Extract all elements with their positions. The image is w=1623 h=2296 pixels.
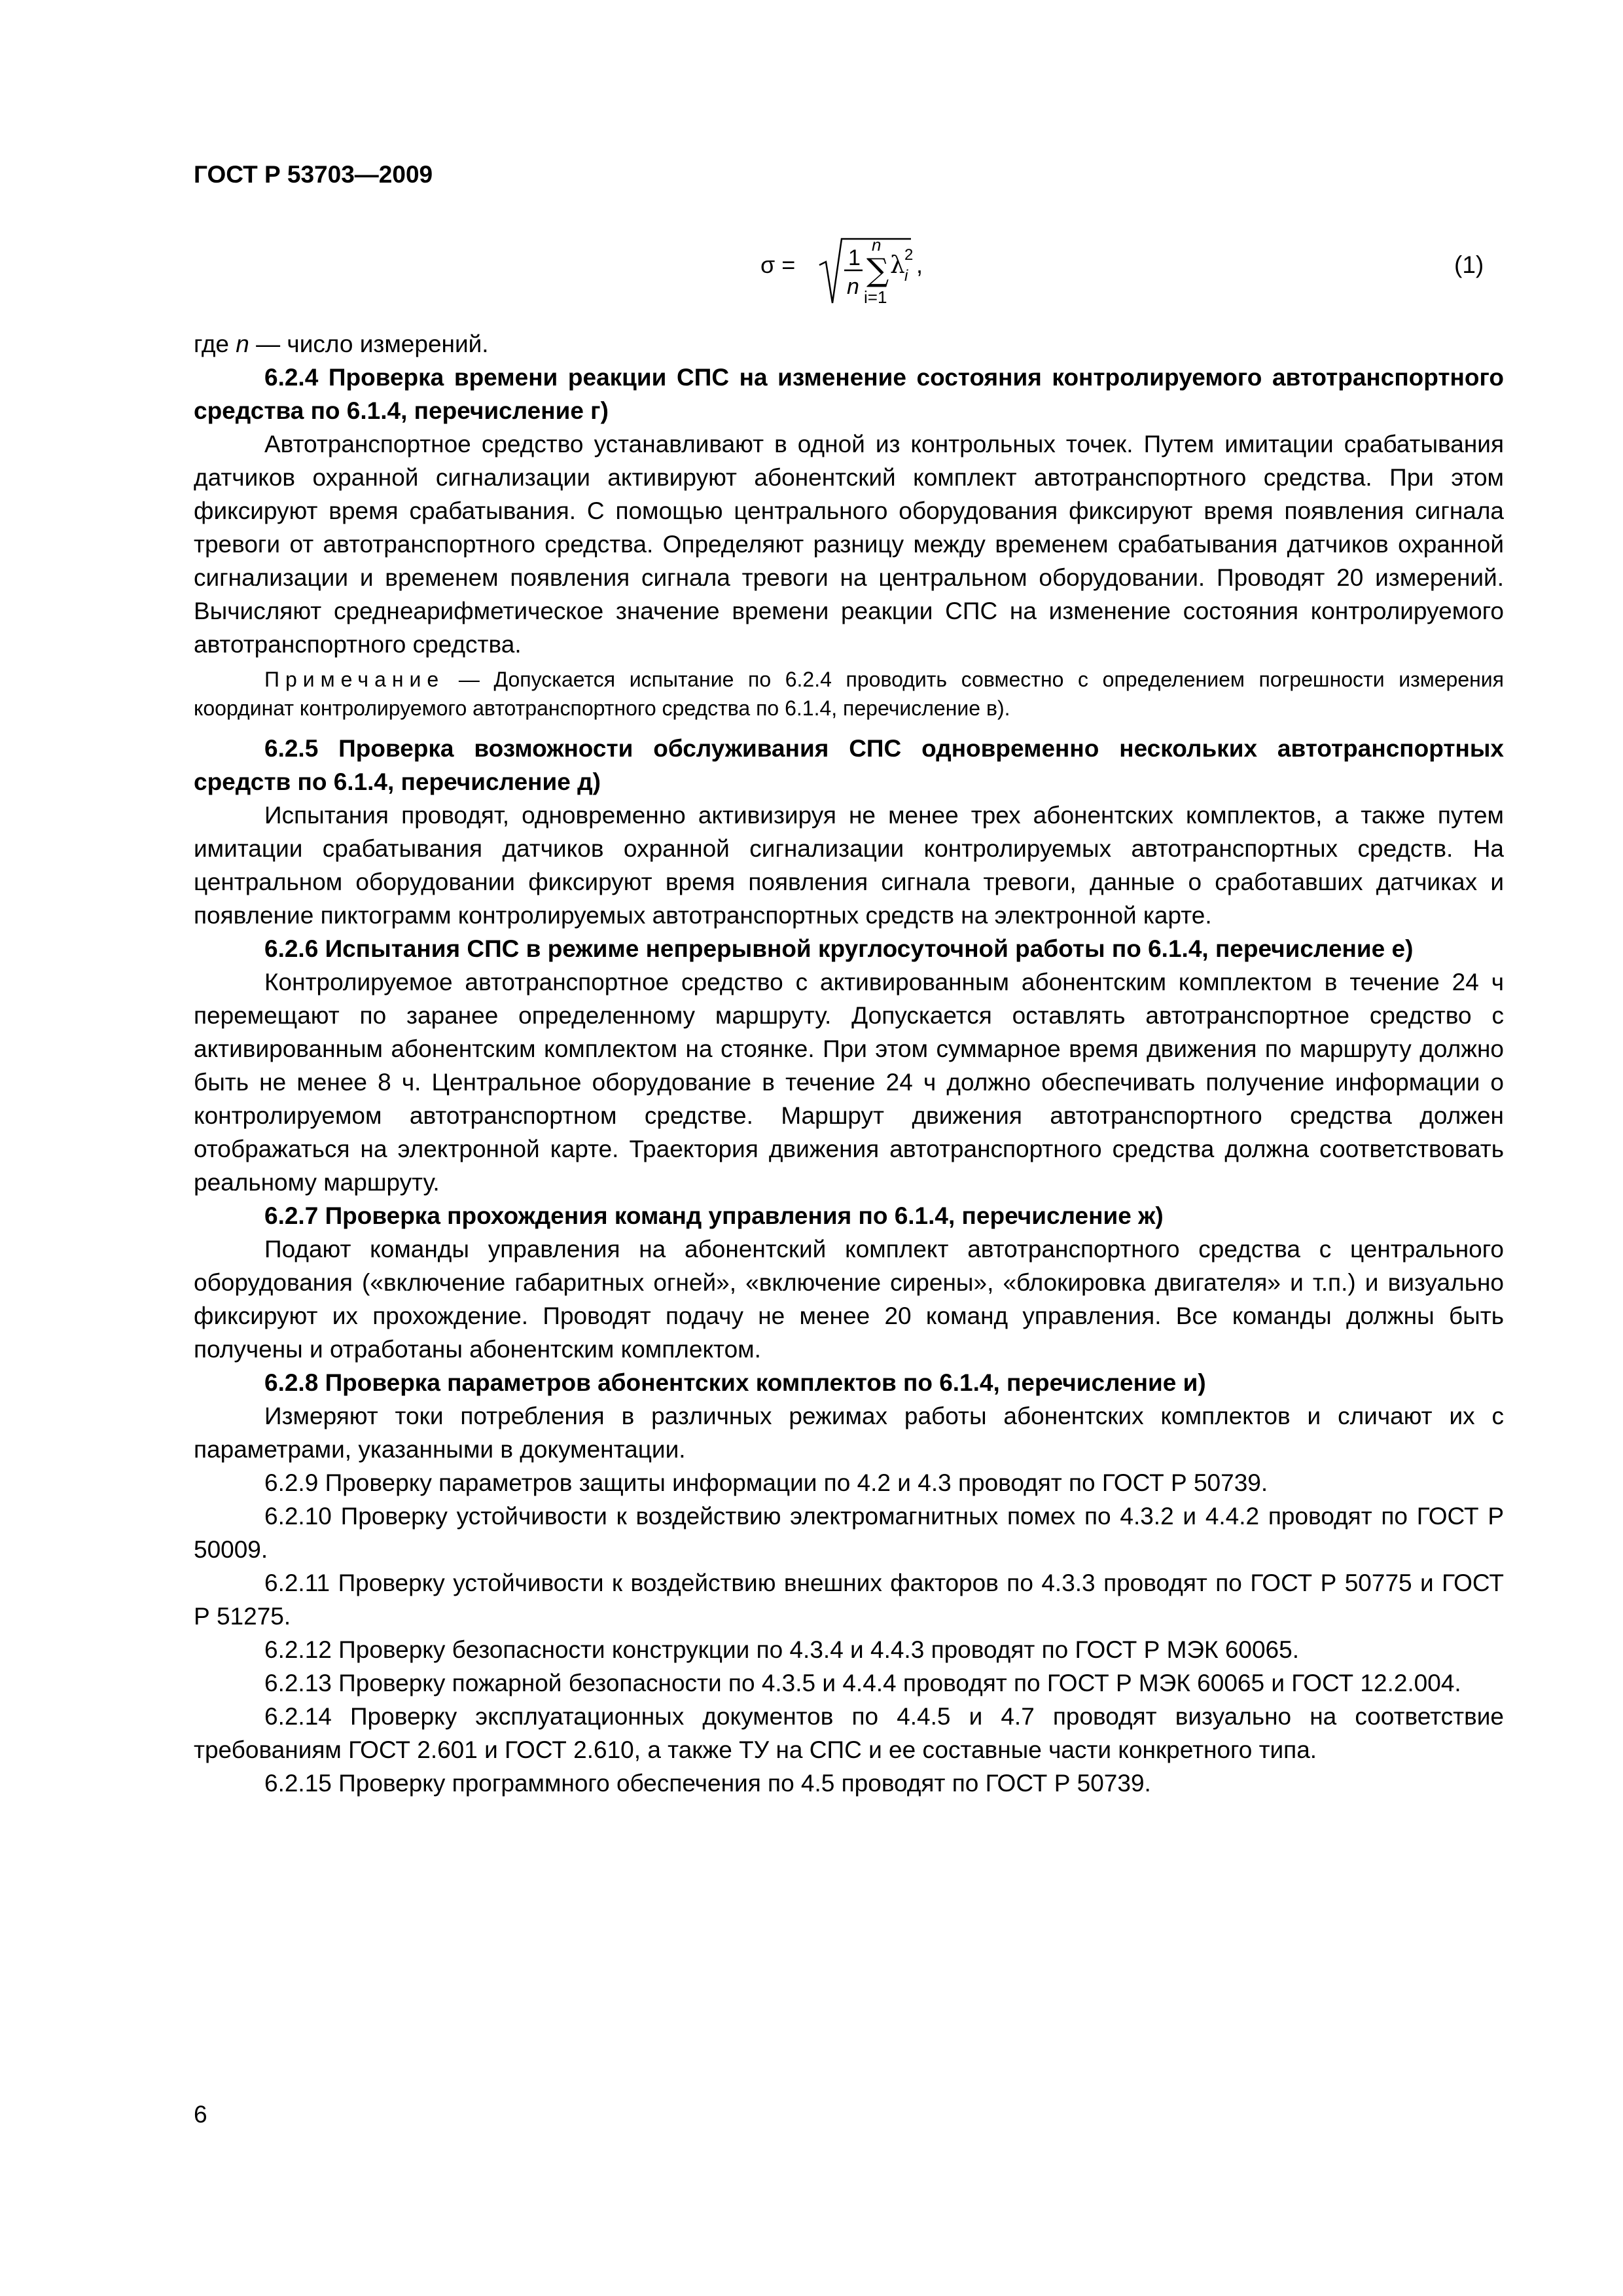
paragraph-6-2-4: Автотранспортное средство устанавливают в одной из контрольных точек. Путем имитации срабатывания датчиков охранной сигнализации активируют абонентский комплект автотранспортного средства. При этом фиксируют время срабатывания. С помощью центрального оборудования фиксируют время появления сигнала тревоги от автотранспортного средства. Определяют разницу между временем срабатывания датчиков охранной сигнализации и временем появления сигнала тревоги на центральном оборудовании. Проводят 20 измерений. Вычисляют среднеарифметическое значение времени реакции СПС на изменение состояния контролируемого автотранспортного средства. — [194, 431, 1504, 658]
heading-6-2-7: 6.2.7 Проверка прохождения команд управления по 6.1.4, перечисление ж) — [264, 1202, 1164, 1229]
formula-sum-bottom: i=1 — [864, 287, 887, 307]
where-line — [194, 327, 1504, 361]
paragraph-6-2-5: Испытания проводят, одновременно активизируя не менее трех абонентских комплектов, а также путем имитации срабатывания датчиков охранной сигнализации контролируемых автотранспортных средств. На центральном оборудовании фиксируют время появления сигнала тревоги, данные о сработавших датчиках и появление пиктограмм контролируемых автотранспортных средств на электронной карте. — [194, 802, 1504, 929]
formula-trailing: , — [916, 251, 923, 278]
heading-6-2-4: 6.2.4 Проверка времени реакции СПС на изменение состояния контролируемого автотранспортного средства по 6.1.4, перечисление г) — [194, 364, 1504, 424]
item-6-2-10: 6.2.10 Проверку устойчивости к воздействию электромагнитных помех по 4.3.2 и 4.4.2 проводят по ГОСТ Р 50009. — [194, 1503, 1504, 1563]
document-body — [194, 327, 1504, 1800]
document-header: ГОСТ Р 53703—2009 — [194, 161, 433, 188]
item-6-2-12: 6.2.12 Проверку безопасности конструкции по 4.3.4 и 4.4.3 проводят по ГОСТ Р МЭК 60065. — [264, 1636, 1299, 1663]
paragraph-6-2-6: Контролируемое автотранспортное средство с активированным абонентским комплектом в течение 24 ч перемещают по заранее определенному маршруту. Допускается оставлять автотранспортное средство с активированным абонентским комплектом на стоянке. При этом суммарное время движения по маршруту должно быть не менее 8 ч. Центральное оборудование в течение 24 ч должно обеспечивать получение информации о контролируемом автотранспортном средстве. Маршрут движения автотранспортного средства должен отображаться на электронной карте. Траектория движения автотранспортного средства должна соответствовать реальному маршруту. — [194, 969, 1504, 1196]
paragraph-6-2-7: Подают команды управления на абонентский комплект автотранспортного средства с центрального оборудования («включение габаритных огней», «включение сирены», «блокировка двигателя» и т.п.) и визуально фиксируют их прохождение. Проводят подачу не менее 20 команд управления. Все команды должны быть получены и отработаны абонентским комплектом. — [194, 1236, 1504, 1363]
formula-sum-sign: ∑ — [866, 252, 889, 289]
where-var: n — [236, 331, 249, 357]
formula-frac-num: 1 — [848, 245, 861, 270]
formula-term-sup: 2 — [904, 246, 914, 264]
item-6-2-13: 6.2.13 Проверку пожарной безопасности по 4.3.5 и 4.4.4 проводят по ГОСТ Р МЭК 60065 и ГОСТ 12.2.004. — [264, 1670, 1461, 1696]
heading-6-2-5: 6.2.5 Проверка возможности обслуживания СПС одновременно нескольких автотранспортных средств по 6.1.4, перечисление д) — [194, 735, 1504, 795]
formula-term-sub: i — [904, 267, 908, 285]
note-6-2-4 — [194, 665, 1504, 723]
heading-6-2-6: 6.2.6 Испытания СПС в режиме непрерывной круглосуточной работы по 6.1.4, перечисление е) — [264, 935, 1414, 962]
formula-sigma — [759, 226, 1505, 324]
item-6-2-9: 6.2.9 Проверку параметров защиты информации по 4.2 и 4.3 проводят по ГОСТ Р 50739. — [264, 1469, 1268, 1496]
paragraph-6-2-8: Измеряют токи потребления в различных режимах работы абонентских комплектов и сличают их с параметрами, указанными в документации. — [194, 1403, 1504, 1463]
where-rest: — число измерений. — [249, 331, 489, 357]
page-number: 6 — [194, 2101, 207, 2128]
formula-sum-top: n — [872, 235, 882, 255]
where-prefix: где — [194, 331, 236, 357]
formula-number: (1) — [1454, 251, 1484, 278]
note-label: Примечание — [264, 668, 445, 691]
formula-lhs: σ = — [760, 251, 796, 278]
formula-term: λ — [890, 252, 905, 279]
formula-frac-den: n — [847, 274, 859, 299]
item-6-2-11: 6.2.11 Проверку устойчивости к воздействию внешних факторов по 4.3.3 проводят по ГОСТ Р 50775 и ГОСТ Р 51275. — [194, 1570, 1504, 1630]
item-6-2-14: 6.2.14 Проверку эксплуатационных документов по 4.4.5 и 4.7 проводят визуально на соответствие требованиям ГОСТ 2.601 и ГОСТ 2.610, а также ТУ на СПС и ее составные части конкретного типа. — [194, 1703, 1504, 1763]
note-text: — Допускается испытание по 6.2.4 проводить совместно с определением погрешности измерения координат контролируемого автотранспортного средства по 6.1.4, перечисление в). — [194, 668, 1504, 720]
heading-6-2-8: 6.2.8 Проверка параметров абонентских комплектов по 6.1.4, перечисление и) — [264, 1369, 1206, 1396]
item-6-2-15: 6.2.15 Проверку программного обеспечения по 4.5 проводят по ГОСТ Р 50739. — [264, 1770, 1151, 1797]
